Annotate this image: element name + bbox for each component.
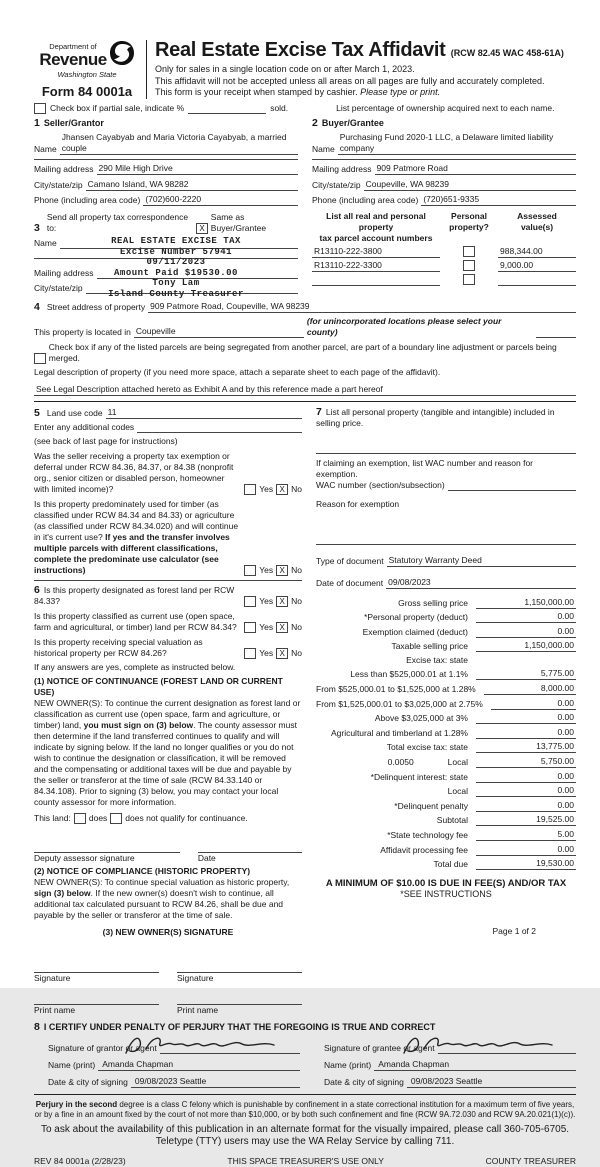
partial-sale-checkbox[interactable] [34, 103, 46, 114]
excise-tax-stamp [76, 236, 276, 299]
type-or-print-note: Please type or print. [360, 87, 441, 97]
parcel-row [312, 274, 576, 286]
title-rcw: (RCW 82.45 WAC 458-61A) [450, 48, 564, 58]
buyer-section: 2 Buyer/Grantee Name Purchasing Fund 2020-1 LLC, a Delaware limited liability company Mailing address 909 Patmore Road City/state/zip Coupeville, WA 98239 Phone (including area code) (720)651-9335 List all real and personal property tax parcel account numbers Personal property? Assessed value(s) R13110-222-3800 988,344.00 R13110-222-3300 9,000.00 [312, 118, 576, 294]
land-does-not-checkbox[interactable] [110, 813, 122, 824]
personal-property-list-input[interactable] [316, 453, 576, 454]
reason-exemption-label: Reason for exemption [316, 498, 400, 509]
grantee-signature-input[interactable] [438, 1041, 576, 1054]
buyer-city-input[interactable]: Coupeville, WA 98239 [364, 179, 576, 191]
new-owners-signature-title: (3) NEW OWNER(S) SIGNATURE [102, 927, 234, 937]
new-owner-printname-input[interactable] [34, 992, 159, 1005]
accessibility-note: To ask about the availability of this publication in an alternate format for the visually impaired, please call 360-705-6705. Teletype (TTY) users may use the WA Relay Service by calling 711. [40, 1124, 570, 1147]
deputy-assessor-signature-input[interactable] [34, 840, 180, 853]
segregated-label: Check box if any of the listed parcels are being segregated from another parcel, are part of a boundary line adjustment or parcels being merged. [48, 341, 557, 363]
personal-property-checkbox[interactable] [463, 274, 475, 285]
see-back-note: (see back of last page for instructions) [34, 436, 178, 446]
legal-desc-input[interactable]: See Legal Description attached hereto as Exhibit A and by this reference made a part hereof [34, 384, 576, 396]
dor-logo [34, 40, 146, 99]
personal-property-checkbox[interactable] [463, 246, 475, 257]
timber-yes-checkbox[interactable] [244, 565, 256, 576]
grantor-signature-input[interactable] [160, 1041, 300, 1054]
right-column: 7 List all personal property (tangible and intangible) included in selling price. If claiming an exemption, list WAC number and reason for exemption. WAC number (section/subsection) Reason for exemption Type of document Statutory Warranty Deed Date of document 09/08/2023 Gross selling price 1,150,000.00 *Personal property (deduct) 0.00 Exemption claimed (deduct) 0.00 Taxable selling price 1,150,000.00 Excise tax: state Less than $525,000.01 at 1.1% 5,775.00 From $525,000.01 to $1,525,000 at 1.28% 8,000.00 From $1,525,000.01 to $3,025,000 at 2.75% 0.00 Above $3,025,000 at 3% 0.00 Agricultural and timberland at 1.28% 0.00 Total excise tax: state 13,775.00 0.0050 Local 5,750.00 *Delinquent interest: state 0.00 Local 0.00 *Delinquent penalty 0.00 Subtotal 19,525.00 *State technology fee 5.00 Affidavit processing fee 0.00 Total due 19,530.00 A MINIMUM OF $10.00 IS DUE IN FEE(S) AND/OR TAX *SEE INSTRUCTIONS [316, 405, 574, 900]
seller-city-input[interactable]: Camano Island, WA 98282 [86, 179, 298, 191]
forest-yes-checkbox[interactable] [244, 596, 256, 607]
section8: 8 I CERTIFY UNDER PENALTY OF PERJURY THAT THE FOREGOING IS TRUE AND CORRECT Signature of grantor or agent Name (print) Amanda Chapman Date & city of signing 09/08/2023 Seattle Signature of grantee or agent Name (print) Amanda Chapman Date & city of signing 09/08/2023 Seattle [34, 1022, 576, 1088]
timber-no-checkbox[interactable]: X [276, 565, 288, 576]
additional-codes-input[interactable] [137, 432, 302, 433]
stamp-line1: REAL ESTATE EXCISE TAX [111, 236, 241, 246]
personal-property-deduct-value[interactable]: 0.00 [476, 611, 576, 623]
delinquent-interest-state-value[interactable]: 0.00 [476, 771, 576, 783]
treasurer-stamp-area: Name Mailing address City/state/zip REAL ESTATE EXCISE TAX Excise Number 57941 09/11/2023 Amount Paid $19530.00 Tony Lam Island County Treasurer [34, 238, 298, 294]
seller-name-input[interactable]: Jhansen Cayabyab and Maria Victoria Cayabyab, a married couple [60, 132, 298, 155]
county-note: (for unincorporated locations please select your county) [306, 316, 502, 337]
new-owner-signature-input[interactable] [34, 960, 159, 973]
exemption-claimed-value[interactable]: 0.00 [476, 626, 576, 638]
perjury-note: Perjury in the second degree is a class C felony which is punishable by confinement in a state correctional institution for a maximum term of five years, or by a fine in an amount fixed by the court of not more than $10,000, or by both such confinement and fine (RCW 9A.72.030 and RCW 9A.20.021(1)(c)). [34, 1100, 576, 1119]
assessed-value-input[interactable]: 988,344.00 [498, 246, 576, 258]
new-owner-printname2-input[interactable] [177, 992, 302, 1005]
grantor-signature-ink-icon [122, 1033, 282, 1057]
deputy-signature-label: Deputy assessor signature [34, 853, 135, 863]
document-type-input[interactable]: Statutory Warranty Deed [387, 555, 576, 567]
stamp-line5: Tony Lam [152, 278, 200, 288]
grantor-date-city-input[interactable]: 09/08/2023 Seattle [131, 1077, 300, 1088]
notice-continuance-text: NEW OWNER(S): To continue the current designation as forest land or classification as current use (open space, farm and agriculture, or timber) land, you must sign on (3) below. The county assessor must then determine if the land transferred continues to qualify and will indicate by signing below. If the land no longer qualifies or you do not wish to continue the designation or classification, it will be removed and the compensating or additional taxes will be due and payable by the seller or transferor at the time of sale (RCW 84.33.140 or 84.34.108). Prior to signing (3) below, you may contact your local county assessor for more information. [34, 698, 301, 807]
personal-property-question: 7 List all personal property (tangible and intangible) included in selling price. [316, 405, 555, 428]
parcel-table: List all real and personal property tax parcel account numbers Personal property? Assessed value(s) R13110-222-3800 988,344.00 R13110-222-3300 9,000.00 [312, 211, 576, 286]
forest-land-question: 6 Is this property designated as forest land per RCW 84.33? [34, 584, 235, 606]
certify-statement: I CERTIFY UNDER PENALTY OF PERJURY THAT THE FOREGOING IS TRUE AND CORRECT [43, 1022, 436, 1032]
exemption-note: If claiming an exemption, list WAC number and reason for exemption. [316, 457, 534, 479]
grantee-signature-ink-icon [400, 1033, 560, 1057]
exemption-yes-checkbox[interactable] [244, 484, 256, 495]
notice-compliance-text: NEW OWNER(S): To continue special valuation as historic property, sign (3) below. If the new owner(s) doesn't wish to continue, all additional tax calculated pursuant to RCW 84.26, shall be due and payable by the seller or transferor at the time of sale. [34, 877, 290, 920]
personal-property-checkbox[interactable] [463, 260, 475, 271]
treasurer-use-label: THIS SPACE TREASURER'S USE ONLY [227, 1156, 384, 1166]
section1-number: 1 [34, 116, 40, 129]
section2-number: 2 [312, 116, 318, 129]
logo-state-text: Washington State [57, 70, 117, 79]
form-number: Form 84 0001a [41, 84, 133, 99]
left-column: 5 Land use code 11 Enter any additional codes (see back of last page for instructions) Was the seller receiving a property tax exemption or deferral under RCW 84.36, 84.37, or 84.38 (nonprofit org., senior citizen or disabled person, homeowner with limited income)? Yes X No Is this property predominately used for timber (as classified under RCW 84.34 and 84.33) or agriculture (as classified under RCW 84.34.020) and will continue in it's current use? If yes and the transfer involves multiple parcels with different classifications, complete the predominate use calculator (see instructions) Yes X No 6 Is this property designated as forest land per RCW 84.33? Yes X No Is this property classified as current use (open space, farm and agricultural, or timber) land per RCW 84.34? Yes X No Is this property receiving special valuation as historical property per RCW 84.26? Yes X No If any answers are yes, complete as instructed below. (1) NOTICE OF CONTINUANCE (FOREST LAND OR CURRENT USE) NEW OWNER(S): To continue the current designation as forest land or classification as current use (open space, farm and agriculture, or timber) land, you must sign on (3) below. The county assessor must then determine if the land transferred continues to qualify and will indicate by signing below. If the land no longer qualifies or you do not wish to continue the designation or classification, it will be removed and the compensating or additional taxes will be due and payable by the seller or transferor at the time of sale (RCW 84.33.140 or 84.34.108). Prior to signing (3) below, you may contact your local county assessor for more information. This land: does does not qualify for continuance. Deputy assessor signature Date (2) NOTICE OF COMPLIANCE (HISTORIC PROPERTY) NEW OWNER(S): To continue special valuation as historic property, sign (3) below. If the new owner(s) doesn't wish to continue, all additional tax calculated pursuant to RCW 84.26, shall be due and payable by the seller or transferor at the time of sale. (3) NEW OWNER(S) SIGNATURE Signature Signature Print name Print name [34, 406, 302, 1015]
parcel-row [312, 260, 576, 272]
document-date-input[interactable]: 09/08/2023 [386, 577, 576, 589]
sold-label: sold. [270, 102, 289, 113]
buyer-phone-input[interactable]: (720)651-9335 [421, 194, 576, 206]
county-treasurer-label: COUNTY TREASURER [485, 1156, 576, 1166]
tier2-tax-value[interactable]: 8,000.00 [484, 683, 576, 695]
legal-desc-label: Legal description of property (if you need more space, attach a separate sheet to each page of the affidavit). [34, 366, 441, 377]
grantor-print-name-input[interactable]: Amanda Chapman [98, 1060, 300, 1071]
located-in-input[interactable]: Coupeville [134, 326, 304, 338]
tier1-tax-value[interactable]: 5,775.00 [476, 668, 576, 680]
logo-revenue-text: Revenue [39, 50, 107, 69]
tier4-tax-value[interactable]: 0.00 [476, 712, 576, 724]
grantee-date-city-input[interactable]: 09/08/2023 Seattle [407, 1077, 576, 1088]
stamp-line4: Amount Paid $19530.00 [114, 267, 238, 278]
delinquent-interest-local-value[interactable]: 0.00 [476, 785, 576, 797]
tier3-tax-value[interactable]: 0.00 [491, 698, 576, 710]
exemption-no-checkbox[interactable]: X [276, 484, 288, 495]
gross-selling-price-value[interactable]: 1,150,000.00 [476, 597, 576, 609]
section4: 4 Street address of property 909 Patmore Road, Coupeville, WA 98239 This property is located in Coupeville (for unincorporated locations please select your county) Check box if any of the listed parcels are being segregated from another parcel, are part of a boundary line adjustment or parcels being merged. Legal description of property (if you need more space, attach a separate sheet to each page of the affidavit). See Legal Description attached hereto as Exhibit A and by this reference made a part hereof [34, 301, 576, 396]
grantee-print-name-input[interactable]: Amanda Chapman [374, 1060, 576, 1071]
parcel-account-input[interactable]: R13110-222-3800 [312, 246, 440, 258]
section3-number: 3 [34, 222, 40, 234]
partial-sale-label: Check box if partial sale, indicate % [50, 102, 185, 113]
stamp-line2: Excise Number 57941 [119, 246, 233, 257]
exemption-question: Was the seller receiving a property tax exemption or deferral under RCW 84.36, 84.37, or 84.38 (nonprofit org., senior citizen or disabled person, homeowner with limited income)? [34, 451, 234, 494]
current-use-no-checkbox[interactable]: X [276, 622, 288, 633]
historic-no-checkbox[interactable]: X [276, 648, 288, 659]
agricultural-tax-value[interactable]: 0.00 [476, 727, 576, 739]
seller-mailing-input[interactable]: 290 Mile High Drive [97, 163, 298, 175]
reason-exemption-input[interactable] [316, 544, 576, 545]
taxable-selling-price-value[interactable]: 1,150,000.00 [476, 640, 576, 652]
parcel-account-input[interactable] [312, 285, 440, 286]
grantor-signature-label: Signature of grantor or agent [48, 1043, 157, 1053]
grantee-signature-label: Signature of grantee or agent [324, 1043, 435, 1053]
parcel-account-input[interactable]: R13110-222-3300 [312, 260, 440, 272]
same-as-buyer-checkbox[interactable]: X [196, 223, 208, 234]
total-due-value[interactable]: 19,530.00 [476, 858, 576, 870]
buyer-name2-input[interactable] [312, 159, 576, 160]
parcel-row [312, 246, 576, 258]
partial-percent-input[interactable] [188, 113, 266, 114]
deputy-date-input[interactable] [198, 840, 302, 853]
forest-no-checkbox[interactable]: X [276, 596, 288, 607]
notice-continuance-title: (1) NOTICE OF CONTINUANCE (FOREST LAND OR CURRENT USE) [34, 676, 283, 697]
ownership-percent-note: List percentage of ownership acquired next to each name. [336, 102, 555, 113]
new-owner-signature2-input[interactable] [177, 960, 302, 973]
historic-yes-checkbox[interactable] [244, 648, 256, 659]
see-instructions-note: *SEE INSTRUCTIONS [400, 889, 492, 900]
delinquent-penalty-value[interactable]: 0.00 [476, 800, 576, 812]
page-number: Page 1 of 2 [492, 926, 536, 936]
subtotal-value[interactable]: 19,525.00 [476, 814, 576, 826]
page-title: Real Estate Excise Tax Affidavit (RCW 82.45 WAC 458-61A) [155, 39, 564, 61]
land-use-code-input[interactable]: 11 [106, 407, 302, 419]
header [34, 40, 576, 99]
stamp-line6: Island County Treasurer [108, 288, 244, 299]
segregated-checkbox[interactable] [34, 353, 46, 364]
buyer-name-input[interactable]: Purchasing Fund 2020-1 LLC, a Delaware limited liability company [338, 132, 576, 155]
local-tax-value[interactable]: 5,750.00 [476, 756, 576, 768]
deputy-date-label: Date [197, 853, 216, 863]
current-use-yes-checkbox[interactable] [244, 622, 256, 633]
header-line2: This affidavit will not be accepted unless all areas on all pages are fully and accurately completed. [155, 75, 545, 86]
total-state-tax-value[interactable]: 13,775.00 [476, 741, 576, 753]
state-tech-fee-value[interactable]: 5.00 [476, 829, 576, 841]
tax-computation: Gross selling price 1,150,000.00 *Personal property (deduct) 0.00 Exemption claimed (deduct) 0.00 Taxable selling price 1,150,000.00 Excise tax: state Less than $525,000.01 at 1.1% 5,775.00 From $525,000.01 to $1,525,000 at 1.28% 8,000.00 From $1,525,000.01 to $3,025,000 at 2.75% 0.00 Above $3,025,000 at 3% 0.00 Agricultural and timberland at 1.28% 0.00 Total excise tax: state 13,775.00 0.0050 Local 5,750.00 *Delinquent interest: state 0.00 Local 0.00 *Delinquent penalty 0.00 Subtotal 19,525.00 *State technology fee 5.00 Affidavit processing fee 0.00 Total due 19,530.00 [316, 596, 574, 870]
seller-name2-input[interactable] [34, 159, 298, 160]
historic-question: Is this property receiving special valuation as historical property per RCW 84.26? [34, 637, 203, 658]
located-extra-line[interactable] [536, 337, 576, 338]
land-does-checkbox[interactable] [74, 813, 86, 824]
current-use-question: Is this property classified as current use (open space, farm and agricultural, or timber) land per RCW 84.34? [34, 611, 237, 632]
stamp-line3: 09/11/2023 [146, 257, 206, 267]
logo-dept-text: Department of [49, 42, 97, 51]
rev-number: REV 84 0001a (2/28/23) [34, 1156, 126, 1166]
header-line3: This form is your receipt when stamped by cashier. Please type or print. [155, 87, 441, 97]
buyer-mailing-input[interactable]: 909 Patmore Road [375, 163, 576, 175]
seller-section: 1 Seller/Grantor Name Jhansen Cayabyab and Maria Victoria Cayabyab, a married couple Mailing address 290 Mile High Drive City/state/zip Camano Island, WA 98282 Phone (including area code) (702)600-2220 3 Send all property tax correspondence to: X Same as Buyer/Grantee Name Mailing address City/state/zip REAL ESTATE EXCISE TAX Excise Number 57941 09/11/2023 Amount Paid $19530.00 Tony Lam Island County Treasurer [34, 118, 298, 294]
minimum-due-note: A MINIMUM OF $10.00 IS DUE IN FEE(S) AND/OR TAX [325, 878, 567, 890]
street-address-input[interactable]: 909 Patmore Road, Coupeville, WA 98239 [148, 301, 576, 313]
timber-question: Is this property predominately used for timber (as classified under RCW 84.34 and 84.33) or agriculture (as classified under RCW 84.34.020) and will continue in it's current use? If yes and the transfer involves multiple parcels with different classifications, complete the predominate use calculator (see instructions) [34, 499, 239, 575]
assessed-value-input[interactable]: 9,000.00 [498, 260, 576, 272]
section1-title: Seller/Grantor [43, 117, 104, 128]
wac-number-input[interactable] [448, 490, 576, 491]
assessed-value-input[interactable] [498, 285, 576, 286]
seller-phone-input[interactable]: (702)600-2220 [143, 194, 298, 206]
notice-compliance-title: (2) NOTICE OF COMPLIANCE (HISTORIC PROPERTY) [34, 866, 251, 876]
header-line1: Only for sales in a single location code on or after March 1, 2023. [155, 64, 415, 74]
if-yes-note: If any answers are yes, complete as instructed below. [34, 662, 236, 672]
same-as-buyer-label: Same as Buyer/Grantee [210, 212, 267, 233]
section3-label: Send all property tax correspondence to: [46, 212, 189, 233]
affidavit-fee-value[interactable]: 0.00 [476, 844, 576, 856]
dor-swirl-icon [109, 40, 135, 69]
section2-title: Buyer/Grantee [321, 117, 384, 128]
